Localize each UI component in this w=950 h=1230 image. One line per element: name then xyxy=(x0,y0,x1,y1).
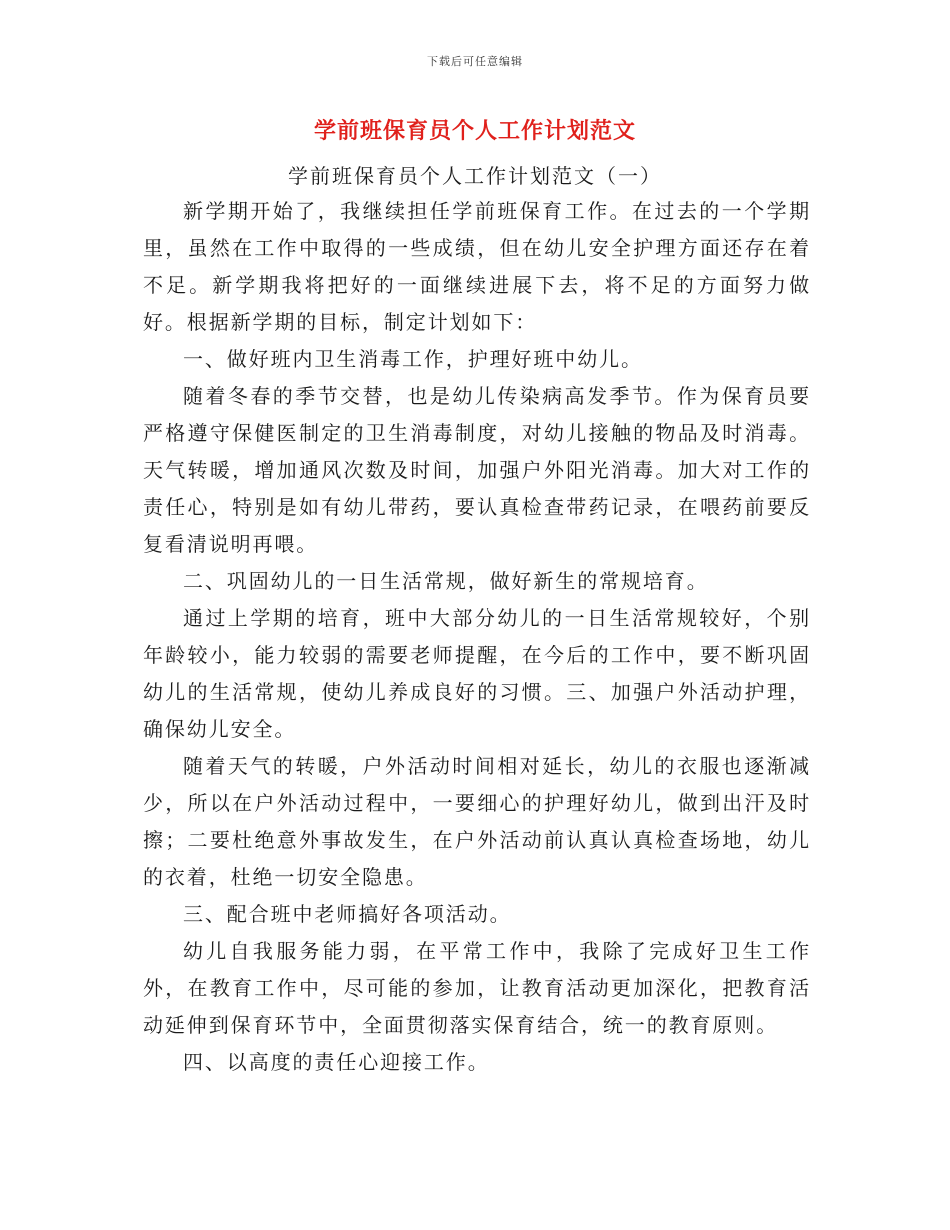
document-subtitle: 学前班保育员个人工作计划范文（一） xyxy=(288,164,662,188)
paragraph-routine: 通过上学期的培育，班中大部分幼儿的一日生活常规较好，个别年龄较小，能力较弱的需要老师提醒，在今后的工作中，要不断巩固幼儿的生活常规，使幼儿养成良好的习惯。三、加强户外活动护理，确保幼儿安全。 xyxy=(143,606,811,741)
paragraph-intro: 新学期开始了，我继续担任学前班保育工作。在过去的一个学期里，虽然在工作中取得的一些成绩，但在幼儿安全护理方面还存在着不足。新学期我将把好的一面继续进展下去，将不足的方面努力做好。根据新学期的目标，制定计划如下： xyxy=(143,199,811,334)
document-title: 学前班保育员个人工作计划范文 xyxy=(313,118,636,144)
document-body xyxy=(143,193,811,1081)
paragraph-cooperation: 幼儿自我服务能力弱，在平常工作中，我除了完成好卫生工作外，在教育工作中，尽可能的参加，让教育活动更加深化，把教育活动延伸到保育环节中，全面贯彻落实保育结合，统一的教育原则。 xyxy=(143,939,811,1037)
header-note: 下载后可任意编辑 xyxy=(427,55,523,68)
paragraph-hygiene: 随着冬春的季节交替，也是幼儿传染病高发季节。作为保育员要严格遵守保健医制定的卫生消毒制度，对幼儿接触的物品及时消毒。天气转暖，增加通风次数及时间，加强户外阳光消毒。加大对工作的责任心，特别是如有幼儿带药，要认真检查带药记录，在喂药前要反复看清说明再喂。 xyxy=(143,384,811,556)
paragraph-outdoor: 随着天气的转暖，户外活动时间相对延长，幼儿的衣服也逐渐减少，所以在户外活动过程中，一要细心的护理好幼儿，做到出汗及时擦；二要杜绝意外事故发生，在户外活动前认真认真检查场地，幼儿的衣着，杜绝一切安全隐患。 xyxy=(143,754,811,889)
section-heading-3: 三、配合班中老师搞好各项活动。 xyxy=(183,902,512,926)
section-heading-1: 一、做好班内卫生消毒工作，护理好班中幼儿。 xyxy=(183,347,643,371)
section-heading-2: 二、巩固幼儿的一日生活常规，做好新生的常规培育。 xyxy=(183,569,709,593)
section-heading-4: 四、以高度的责任心迎接工作。 xyxy=(183,1050,490,1074)
